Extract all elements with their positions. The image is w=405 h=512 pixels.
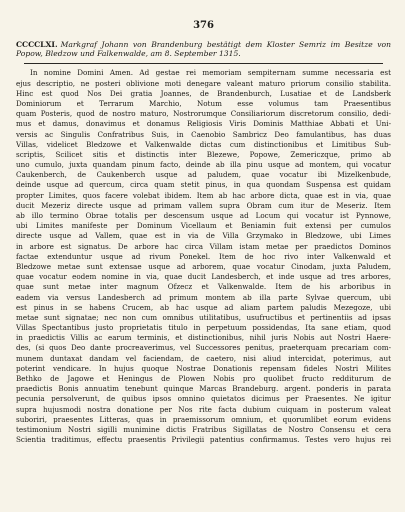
- body-line: quam Posteris, quod de nostro maturo, Nostrorumque Consiliariorum discretorum consilio, dedi-: [16, 109, 391, 119]
- body-line: Bethko de Jagowe et Heningus de Plowen Nobis pro quolibet fructo redditurum de: [16, 374, 391, 384]
- document-title: Markgraf Johann von Brandenburg bestätigt dem Kloster Semriz im Besitze von Popow, Bledzow und Falkenwalde, am 8. September 1315.: [16, 40, 391, 59]
- document-body: [16, 68, 391, 445]
- body-line: poterint vendicare. In hujus quoque Nostrae Donationis repensam fideles Nostri Milites: [16, 363, 391, 373]
- body-line: Bledzowe metae sunt extensae usque ad arborem, quae vocatur Cinodam, juxta Paludem,: [16, 261, 391, 271]
- body-line: ejus descriptio, ne posteri oblivione moti denegare valeant maturo priorum consilio stabilita.: [16, 78, 391, 88]
- body-line: quae vocatur eodem nomine in via, quae ducit Landesberch, et inde usque ad tres arbores,: [16, 272, 391, 282]
- document-heading: [16, 40, 391, 58]
- body-line: Villas Spectantibus justo proprietatis titulo in perpetuum possidendas, Ita sane etiam, quod: [16, 323, 391, 333]
- body-line: deinde usque ad quercum, circa quam stetit pinus, in qua quondam Suspensa est quidam: [16, 180, 391, 190]
- body-line: mus et damus, donavimus et donamus Religiosis Viris Dominis Matthiae Abbati et Uni-: [16, 119, 391, 129]
- body-line: Dominiorum et Terrarum Marchio, Notum esse volumus tam Praesentibus: [16, 98, 391, 108]
- body-line: pecunia persolverunt, de quibus ipsos omnino quietatos dicimus per Praesentes. Ne igitur: [16, 394, 391, 404]
- body-line: metae sunt signatae; nec non cum omnibus utilitatibus, usufructibus et pertinentiis ad ipsas: [16, 312, 391, 322]
- body-line: factae extenduntur usque ad rivum Ponekel. Item de hoc rivo inter Valkenwald et: [16, 251, 391, 261]
- body-line: in arbore est signatus. De arbore hac circa Villam istam metae per praedictos Dominos: [16, 241, 391, 251]
- body-line: Caukenberch, de Caukenberch usque ad paludem, quae vocatur ibi Mizelkenbude,: [16, 170, 391, 180]
- body-line: ab illo termino Obrae totalis per descensum usque ad Locum qui vocatur ist Pynnowe,: [16, 211, 391, 221]
- body-line: in praedictis Villis ac earum terminis, et distinctionibus, nihil juris Nobis aut Nostri Haere-: [16, 333, 391, 343]
- body-line: ubi Limites manifeste per Dominum Vicellaum et Beniamin fuit extensi per cumulos: [16, 221, 391, 231]
- body-line: Villas, videlicet Bledzowe et Valkenwalde dictas cum distinctionibus et Limitibus Sub-: [16, 139, 391, 149]
- body-line: ducit Mezeriz directe usque ad primam vallem supra Obram cum itur de Meseriz. Item: [16, 200, 391, 210]
- body-line: Scientia traditimus, effectu praesentis Privilegii patentius confirmamus. Testes vero hujus rei: [16, 435, 391, 445]
- body-line: directe usque ad Vallem, quae est in via de Villa Grzymako in Bledzowe, ubi Limes: [16, 231, 391, 241]
- body-line: supra hujusmodi nostra donatione per Nos rite facta dubium cuiquam in posterum valeat: [16, 404, 391, 414]
- body-line: des, (si quos Deo dante procreaverimus, vel Successores penitus, praeterquam precariam com-: [16, 343, 391, 353]
- document-number: CCCCLXI.: [16, 40, 58, 49]
- body-line: quae sunt metae inter magnum Ofzecz et Valkenwalde. Item de his arboribus in: [16, 282, 391, 292]
- body-line: scriptis, Scilicet sitis et distinctis inter Blezewe, Popowe, Zemericzque, primo ab: [16, 149, 391, 159]
- body-line: testimonium Nostri sigilli munimine dictis Fratribus Sigillatas de Nostro Consensu et cera: [16, 424, 391, 434]
- body-line: uno cumulo, juxta quandam pinum facto, deinde ab illa pinu usque ad montem, qui vocatur: [16, 160, 391, 170]
- body-line: eadem via versus Landesberch ad primum montem ab illa parte Sylvae quercum, ubi: [16, 292, 391, 302]
- page-number: 376: [193, 20, 214, 31]
- body-line: versis ac Singulis Confratribus Suis, in Caenobio Sambricz Deo famulantibus, has duas: [16, 129, 391, 139]
- heading-divider: [24, 63, 383, 64]
- body-line: Hinc est quod Nos Dei gratia Joannes, de Brandenburch, Lusatiae et de Landsberk: [16, 88, 391, 98]
- body-line: suboriri, praesentes Litteras, quas in praemissorum omnium, et quorumlibet eorum evidens: [16, 414, 391, 424]
- body-line: propter Limites, quos facere volebat ibidem. Item ab hac arbore dicta, quae est in via, quae: [16, 190, 391, 200]
- body-line: praedictis Bonis annuatim tenebunt quinque Marcas Brandeburg. argent. ponderis in parata: [16, 384, 391, 394]
- body-line: In nomine Domini Amen. Ad gestae rei memoriam sempiternam summe necessaria est: [30, 68, 391, 78]
- body-line: est pinus in se habens Crucem, ab hac usque ad aliam partem paludis Mezegoze, ubi: [16, 302, 391, 312]
- body-line: munem duntaxat dandam vel faciendam, de caetero, nisi aliud intercidat, poterimus, aut: [16, 353, 391, 363]
